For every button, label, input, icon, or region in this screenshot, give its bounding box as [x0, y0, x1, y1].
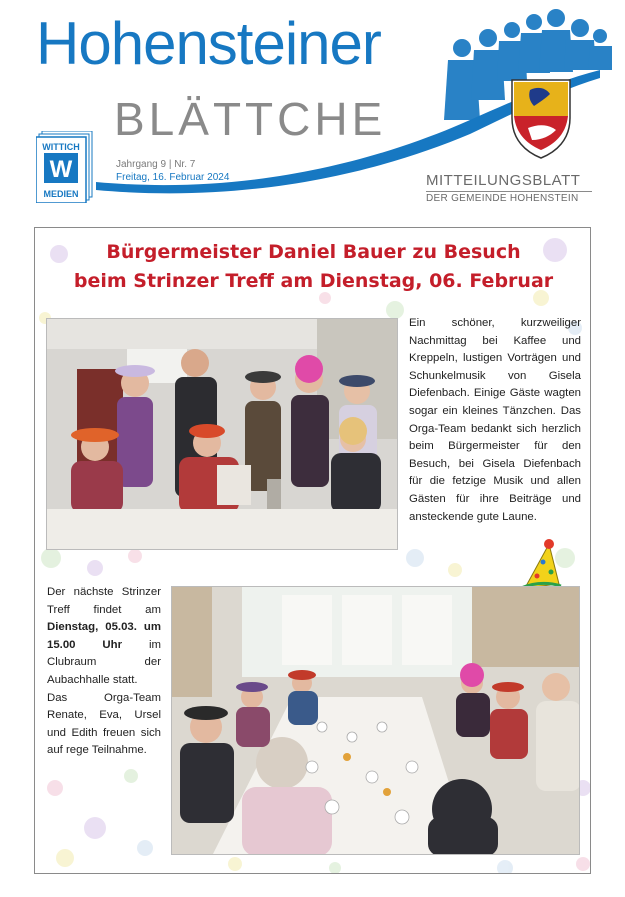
headline-line-2: beim Strinzer Treff am Dienstag, 06. Februar — [73, 270, 554, 292]
masthead — [0, 0, 625, 215]
article-paragraph-2 — [47, 584, 161, 760]
issue-info — [116, 158, 229, 184]
coat-of-arms-icon — [512, 80, 570, 158]
wittich-logo-icon — [36, 131, 94, 203]
gathering-photo — [171, 586, 580, 855]
gazette-subtitle: DER GEMEINDE HOHENSTEIN — [426, 193, 579, 204]
party-hat-icon — [515, 536, 565, 592]
next-meeting-text-a: Der nächste Strinzer Treff findet am — [47, 586, 161, 616]
article-frame — [34, 227, 591, 874]
article-paragraph-3: Das Orga-Team Renate, Eva, Ursel und Edith freuen sich auf rege Teilnahme. — [47, 691, 161, 757]
wittich-logo-glyph: W — [49, 156, 73, 183]
next-meeting-text-b: im Clubraum der Aubachhalle statt. — [47, 638, 161, 686]
group-photo — [46, 318, 398, 550]
masthead-title: Hohensteiner — [36, 10, 381, 77]
article-paragraph-1: Ein schöner, kurzweiliger Nachmittag bei Kaffee und Kreppeln, lustigen Vorträgen und Schunkelmusik von Gisela Diefenbach. Einige Gäste wagten sogar ein kleines Tänzchen. Das Orga-Team bedankt sich herzlich beim Bürgermeister für den Besuch, bei Gisela Diefenbach für die fetzige Musik und allen Gästen für ihre Beiträge und ansteckende gute Laune. — [409, 317, 581, 523]
issue-date: Freitag, 16. Februar 2024 — [116, 172, 230, 183]
wittich-logo-line2: MEDIEN — [43, 189, 79, 199]
issue-number: Jahrgang 9 | Nr. 7 — [116, 159, 196, 170]
wittich-logo-line1: WITTICH — [42, 142, 80, 152]
masthead-subtitle: BLÄTTCHE — [114, 93, 387, 145]
next-meeting-date: Dienstag, 05.03. um 15.00 Uhr — [47, 621, 161, 651]
headline-line-1: Bürgermeister Daniel Bauer zu Besuch — [106, 241, 521, 263]
gazette-title: MITTEILUNGSBLATT — [426, 172, 592, 192]
article-headline — [35, 238, 591, 296]
